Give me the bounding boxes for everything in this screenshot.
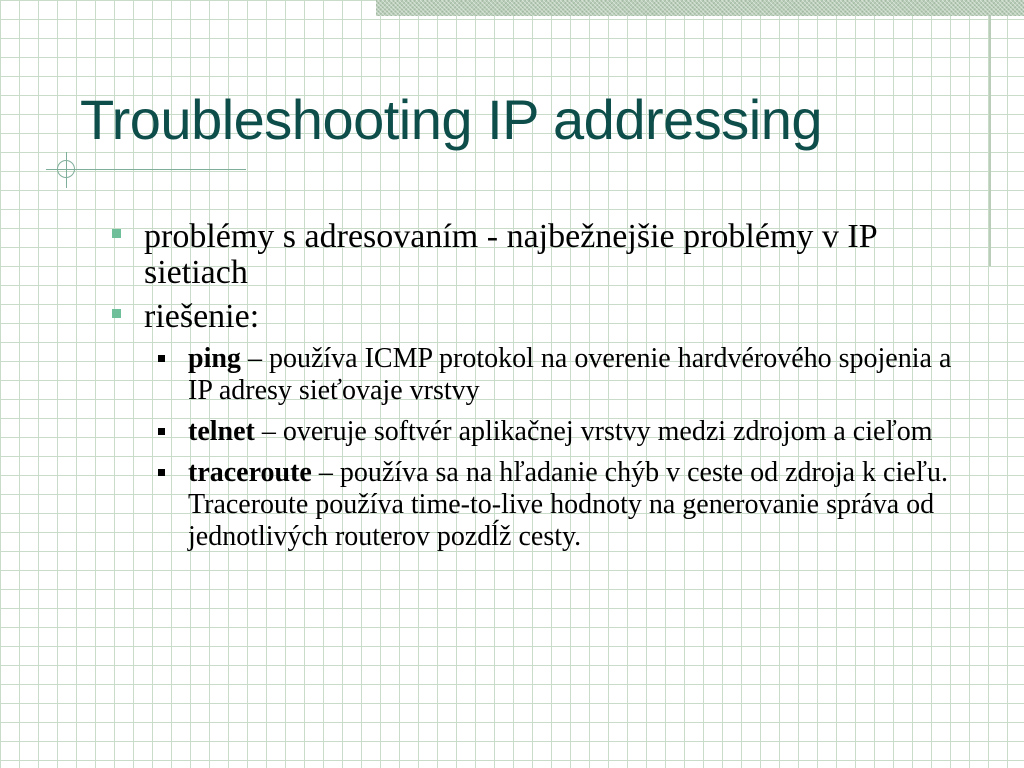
sub-bullet-list [108,343,988,553]
term-label: ping [188,343,241,374]
square-bullet-icon [112,229,121,238]
term-label: traceroute [188,457,312,488]
bullet-item [108,299,988,335]
bullet-text: problémy s adresovaním - najbežnejšie problémy v IP sietiach [144,218,877,291]
sub-bullet-item-ping [108,343,968,407]
title-underline [46,169,246,170]
square-bullet-icon [158,428,165,435]
right-decor-rule [989,16,991,266]
square-bullet-icon [112,309,121,318]
top-decor-band [376,0,1024,16]
sub-bullet-item-traceroute [108,457,968,553]
bullet-text: riešenie: [144,298,260,335]
square-bullet-icon [158,355,165,362]
crosshair-icon [57,160,75,178]
slide-content [108,219,988,562]
slide-title: Troubleshooting IP addressing [80,88,822,151]
bullet-item [108,219,988,291]
square-bullet-icon [158,469,165,476]
term-label: telnet [188,416,255,447]
term-description: – používa sa na hľadanie chýb v ceste od zdroja k cieľu. Traceroute používa time-to-live hodnoty na generovanie správa od jednotlivých routerov pozdĺž cesty. [188,457,949,552]
term-description: – overuje softvér aplikačnej vrstvy medzi zdrojom a cieľom [254,416,933,447]
term-description: – používa ICMP protokol na overenie hardvérového spojenia a IP adresy sieťovaje vrstvy [188,343,952,406]
sub-bullet-item-telnet [108,416,968,448]
